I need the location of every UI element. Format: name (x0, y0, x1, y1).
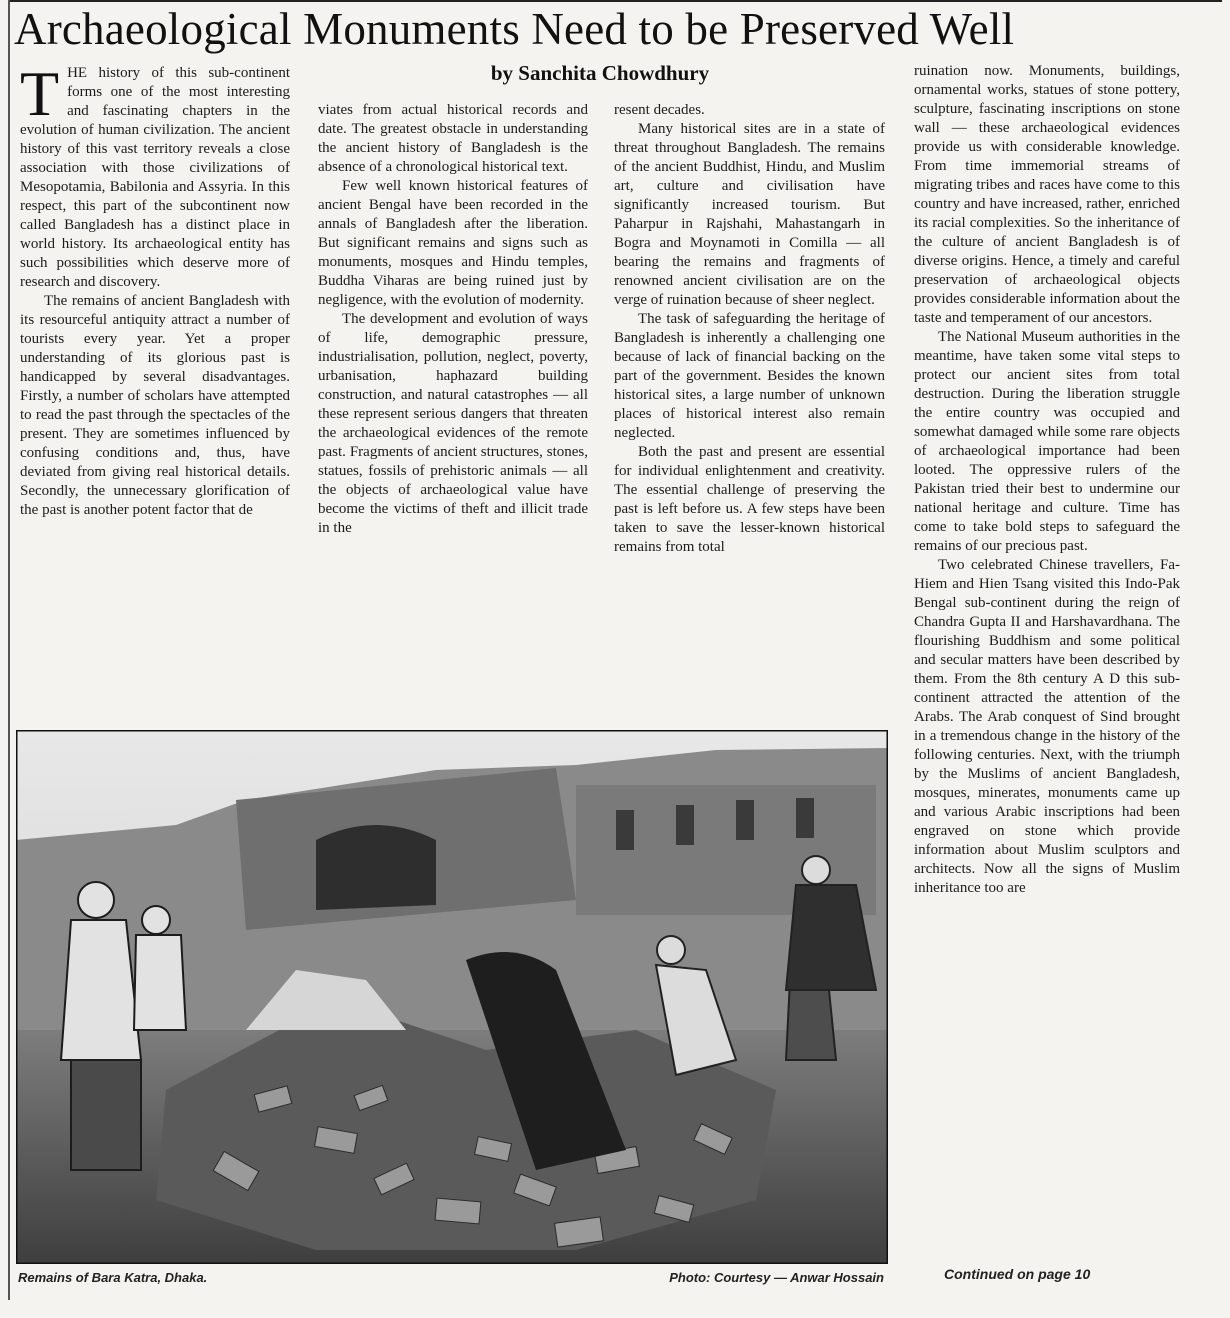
paragraph: Two celebrated Chinese travellers, Fa-Hiem and Hien Tsang visited this Indo-Pak Bengal sub-continent during the reign of Chandra Gupta II and Harshavardhana. The flourishing Buddhism and some political and secular matters have been described by them. From the 8th century A D this sub-continent attracted the attention of the Arabs. The Arab conquest of Sind brought in a tremendous change in the history of the following centuries. Next, with the triumph by the Muslims of ancient Bangladesh, mosques, minerates, monuments came up and various Arabic inscriptions had been engraved on stone which provide information about Muslim sculptors and architects. Now all the signs of Muslim inheritance too are (914, 557, 1180, 896)
article-column-2 (318, 101, 588, 708)
paragraph: Many historical sites are in a state of threat throughout Bangladesh. The remains of the ancient Buddhist, Hindu, and Muslim art, culture and civilisation have significantly increased tourism. But Paharpur in Rajshahi, Mahastangarh in Bogra and Moynamoti in Comilla — all bearing the remains and fragments of renowned ancient civilisation are on the verge of ruination because of sheer neglect. (614, 121, 885, 308)
article-column-4 (914, 62, 1180, 1258)
paragraph: The remains of ancient Bangladesh with its resourceful antiquity attract a number of tourists every year. Yet a proper understanding of its glorious past is handicapped by several disadvantages. Firstly, a number of scholars have attempted to read the past through the spectacles of the present. They are sometimes influenced by confusing conditions and, thus, have deviated from giving real historical details. Secondly, the unnecessary glorification of the past is another potent factor that de (20, 293, 290, 518)
paragraph: Both the past and present are essential for individual enlightenment and creativity. The essential challenge of preserving the past is left before us. A few steps have been taken to save the lesser-known historical remains from total (614, 444, 885, 555)
dropcap: T (20, 64, 60, 129)
photo-illustration (16, 730, 888, 1264)
continued-note: Continued on page 10 (944, 1266, 1091, 1282)
paragraph: HE history of this sub-continent forms one of the most interesting and fascinating chapters in the evolution of human civilization. The ancient history of this vast territory reveals a close association with those civilizations of Mesopotamia, Babilonia and Assyria. In this respect, this part of the subcontinent now called Bangladesh has a distinct place in world history. Its archaeological entity has such possibilities which deserve more of research and discovery. (20, 65, 290, 290)
paragraph: The task of safeguarding the heritage of Bangladesh is inherently a challenging one because of lack of financial backing on the part of the government. Besides the known historical sites, a large number of unknown places of historical interest also remain neglected. (614, 311, 885, 441)
photo-caption: Remains of Bara Katra, Dhaka. (18, 1270, 208, 1285)
paragraph: The National Museum authorities in the meantime, have taken some vital steps to protect our ancient sites from total destruction. During the liberation struggle the entire country was occupied and somewhat damaged while some rare objects of archaeological importance had been looted. The oppressive rulers of the Pakistan tried their best to undermine our national heritage and culture. Time has come to take bold steps to safeguard the remains of our precious past. (914, 329, 1180, 554)
byline: by Sanchita Chowdhury (490, 61, 710, 85)
photo-credit: Photo: Courtesy — Anwar Hossain (669, 1270, 884, 1285)
article-column-1 (20, 64, 290, 708)
paragraph: resent decades. (614, 102, 705, 118)
paragraph: viates from actual historical records and date. The greatest obstacle in understanding the ancient history of Bangladesh is the absence of a chronological historical text. (318, 102, 588, 175)
paragraph: ruination now. Monuments, buildings, ornamental works, statues of stone pottery, sculpture, fascinating inscriptions on stone wall — these archaeological evidences provide us with considerable knowledge. From time immemorial streams of migrating tribes and races have come to this country and have increased, rather, enriched its racial complexities. So the inheritance of the culture of ancient Bangladesh is of diverse origins. Hence, a timely and careful preservation of archaeological objects provides considerable information about the taste and temperament of our ancestors. (914, 63, 1180, 326)
left-rule (8, 0, 10, 1300)
article-column-3 (614, 101, 885, 708)
headline: Archaeological Monuments Need to be Preserved Well (14, 4, 1015, 54)
paragraph: Few well known historical features of ancient Bengal have been recorded in the annals of Bangladesh after the liberation. But significant remains and signs such as monuments, mosques and Hindu temples, Buddha Viharas are being ruined just by negligence, with the evolution of modernity. (318, 178, 588, 308)
news-photo (16, 730, 888, 1264)
paragraph: The development and evolution of ways of life, demographic pressure, industrialisation, pollution, neglect, poverty, urbanisation, haphazard building construction, and natural catastrophes — all these represent serious dangers that threaten the archaeological evidences of the remote past. Fragments of ancient structures, stones, statues, fossils of prehistoric animals — all the objects of archaeological value have become the victims of theft and illicit trade in the (318, 311, 588, 536)
